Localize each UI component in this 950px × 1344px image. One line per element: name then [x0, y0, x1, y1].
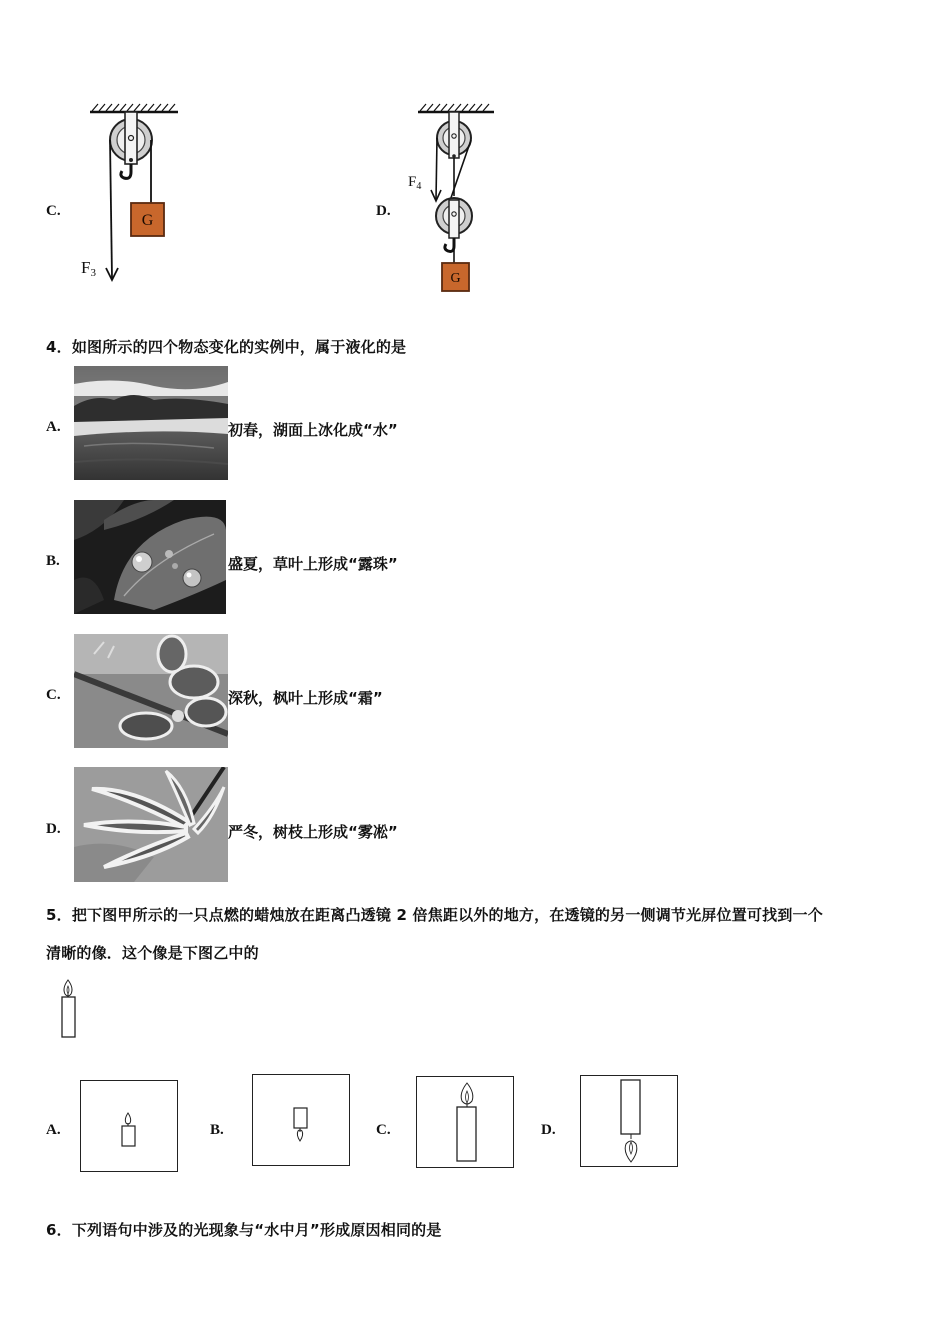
- q5-option-d-letter: D.: [541, 1122, 556, 1138]
- q5-option-a-box: [80, 1080, 178, 1172]
- q5-option-c-letter: C.: [376, 1122, 391, 1138]
- q3-option-d-letter: D.: [376, 203, 391, 219]
- q4-option-c-text: 深秋，枫叶上形成“霜”: [228, 689, 383, 707]
- q5-option-a-letter: A.: [46, 1122, 61, 1138]
- q3-option-c-letter: C.: [46, 203, 61, 219]
- q4-stem: 4．如图所示的四个物态变化的实例中，属于液化的是: [46, 338, 407, 356]
- large-upright-candle: [417, 1077, 513, 1167]
- q4-option-d-letter: D.: [46, 821, 61, 837]
- q4-option-a-text: 初春，湖面上冰化成“水”: [228, 421, 398, 439]
- q5-stem-line1: 5．把下图甲所示的一只点燃的蜡烛放在距离凸透镜 2 倍焦距以外的地方，在透镜的另一侧调节光屏位置可找到一个: [46, 906, 823, 924]
- small-upright-candle: [81, 1081, 177, 1171]
- force-sub: 4: [416, 181, 422, 192]
- force-label: F: [81, 258, 91, 277]
- svg-text:F3: [81, 258, 96, 279]
- frost-leaf-photo: [74, 634, 228, 748]
- q4-option-b-letter: B.: [46, 553, 60, 569]
- force-sub: 3: [90, 267, 96, 279]
- candle-original: [58, 976, 80, 1040]
- q6-stem: 6．下列语句中涉及的光现象与“水中月”形成原因相同的是: [46, 1221, 442, 1239]
- q5-option-d-box: [580, 1075, 678, 1167]
- large-inverted-candle: [581, 1076, 677, 1166]
- svg-text:F4: [408, 174, 421, 192]
- small-inverted-candle: [253, 1075, 349, 1165]
- q3-option-c-figure: [78, 98, 188, 288]
- weight-label: G: [450, 271, 461, 286]
- q4-option-a-letter: A.: [46, 419, 61, 435]
- q5-option-c-box: [416, 1076, 514, 1168]
- q5-option-b-letter: B.: [210, 1122, 224, 1138]
- q4-option-d-text: 严冬，树枝上形成“雾凇”: [228, 823, 398, 841]
- q5-stem-line2: 清晰的像．这个像是下图乙中的: [46, 944, 259, 962]
- dew-leaf-photo: [74, 500, 226, 614]
- frozen-lake-photo: [74, 366, 228, 480]
- q4-option-b-text: 盛夏，草叶上形成“露珠”: [228, 555, 398, 573]
- force-label: F: [408, 174, 417, 190]
- q4-option-c-letter: C.: [46, 687, 61, 703]
- q3-option-d-figure: [404, 100, 504, 300]
- q5-option-b-box: [252, 1074, 350, 1166]
- rime-branch-photo: [74, 767, 228, 882]
- weight-label: G: [141, 212, 154, 229]
- fixed-pulley-diagram: [78, 98, 188, 288]
- movable-pulley-diagram: [404, 100, 504, 300]
